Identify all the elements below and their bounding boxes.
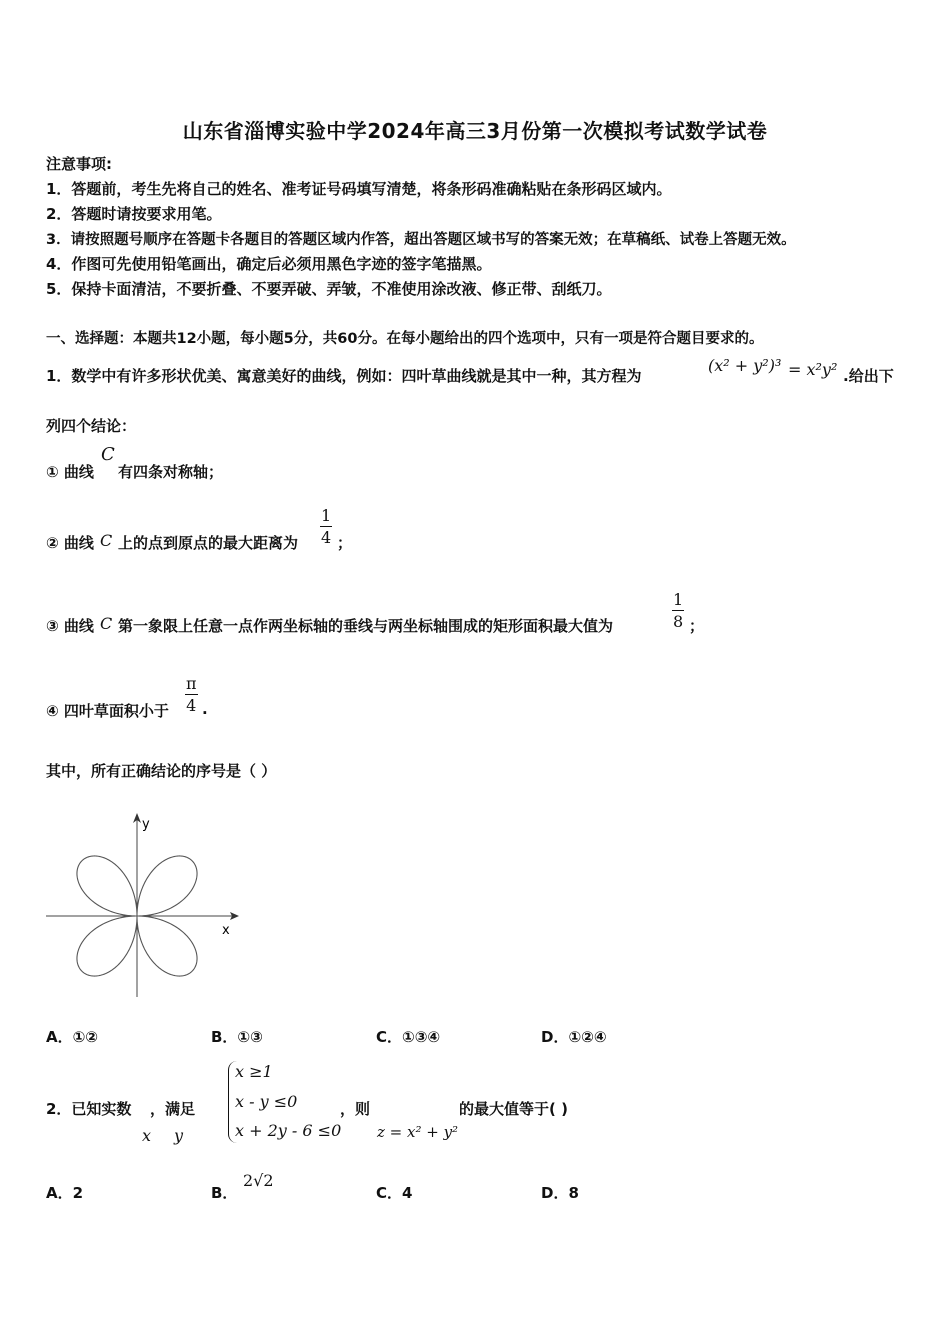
q2-constraint-3: x + 2y - 6 ≤0	[235, 1121, 342, 1140]
q2-var-y: y	[174, 1126, 184, 1145]
notes-item-1: 1．答题前，考生先将自己的姓名、准考证号码填写清楚，将条形码准确粘贴在条形码区域内。	[46, 180, 672, 198]
notes-heading: 注意事项:	[46, 155, 112, 173]
q2-objective: z = x² + y²	[377, 1123, 459, 1141]
notes-item-3: 3．请按照题号顺序在答题卡各题目的答题区域内作答，超出答题区域书写的答案无效；在草稿纸、试卷上答题无效。	[46, 232, 796, 248]
section-heading: 一、选择题：本题共12小题，每小题5分，共60分。在每小题给出的四个选项中，只有一项是符合题目要求的。	[46, 331, 764, 347]
q2-option-d[interactable]: D．8	[541, 1184, 579, 1202]
q1-statement-2-end: ；	[337, 534, 353, 552]
q1-option-b[interactable]: B．①③	[211, 1028, 263, 1046]
y-axis-label: y	[142, 817, 150, 832]
q1-statement-4-end: .	[202, 700, 208, 718]
q1-statement-3-end: ；	[689, 617, 705, 635]
notes-item-2: 2．答题时请按要求用笔。	[46, 205, 222, 223]
q1-statement-1-a: ① 曲线	[46, 463, 94, 481]
q1-stem-cont: 列四个结论：	[46, 417, 137, 435]
q2-stem-a: 2．已知实数	[46, 1100, 132, 1118]
q1-option-a[interactable]: A．①②	[46, 1028, 99, 1046]
q1-statement-1-b: 有四条对称轴；	[118, 463, 224, 481]
q1-stem-tail: .给出下	[843, 367, 894, 385]
q2-stem-d: 的最大值等于( )	[459, 1100, 568, 1118]
q2-option-a[interactable]: A．2	[46, 1184, 84, 1202]
x-axis-label: x	[222, 923, 230, 938]
q1-stem: 1．数学中有许多形状优美、寓意美好的曲线，例如：四叶草曲线就是其中一种，其方程为	[46, 367, 642, 385]
q1-statement-3-fraction: 1 8	[673, 590, 684, 631]
q2-constraint-2: x - y ≤0	[235, 1092, 298, 1111]
q2-constraint-1: x ≥1	[235, 1062, 273, 1081]
q1-statement-4-fraction: π 4	[186, 674, 197, 715]
q1-statement-2-fraction: 1 4	[321, 506, 332, 547]
q2-option-b-value: 2√2	[243, 1171, 274, 1190]
q2-stem-c: ，则	[340, 1100, 371, 1118]
q1-ask: 其中，所有正确结论的序号是（ ）	[46, 762, 277, 780]
q2-option-b[interactable]: B．	[211, 1184, 238, 1202]
q2-option-c[interactable]: C．4	[376, 1184, 413, 1202]
q1-statement-1-symbol: C	[101, 444, 115, 465]
page-title: 山东省淄博实验中学2024年高三3月份第一次模拟考试数学试卷	[182, 119, 768, 143]
q1-equation-rhs: = x²y²	[788, 360, 838, 379]
q1-statement-3-a: ③ 曲线	[46, 617, 94, 635]
q1-statement-2-symbol: C	[100, 531, 113, 550]
q1-statement-2-a: ② 曲线	[46, 534, 94, 552]
notes-item-4: 4．作图可先使用铅笔画出，确定后必须用黑色字迹的签字笔描黑。	[46, 255, 492, 273]
q1-statement-3-b: 第一象限上任意一点作两坐标轴的垂线与两坐标轴围成的矩形面积最大值为	[118, 617, 614, 635]
q2-stem-b: ，满足	[150, 1100, 196, 1118]
q2-var-x: x	[142, 1126, 152, 1145]
q1-statement-3-symbol: C	[100, 614, 113, 633]
q1-option-c[interactable]: C．①③④	[376, 1028, 441, 1046]
q1-statement-4-a: ④ 四叶草面积小于	[46, 702, 169, 720]
clover-figure	[40, 805, 250, 1005]
notes-item-5: 5．保持卡面清洁，不要折叠、不要弄破、弄皱，不准使用涂改液、修正带、刮纸刀。	[46, 280, 612, 298]
q1-statement-2-b: 上的点到原点的最大距离为	[118, 534, 299, 552]
q1-option-d[interactable]: D．①②④	[541, 1028, 607, 1046]
q1-equation-lhs: (x² + y²)³	[708, 356, 782, 375]
